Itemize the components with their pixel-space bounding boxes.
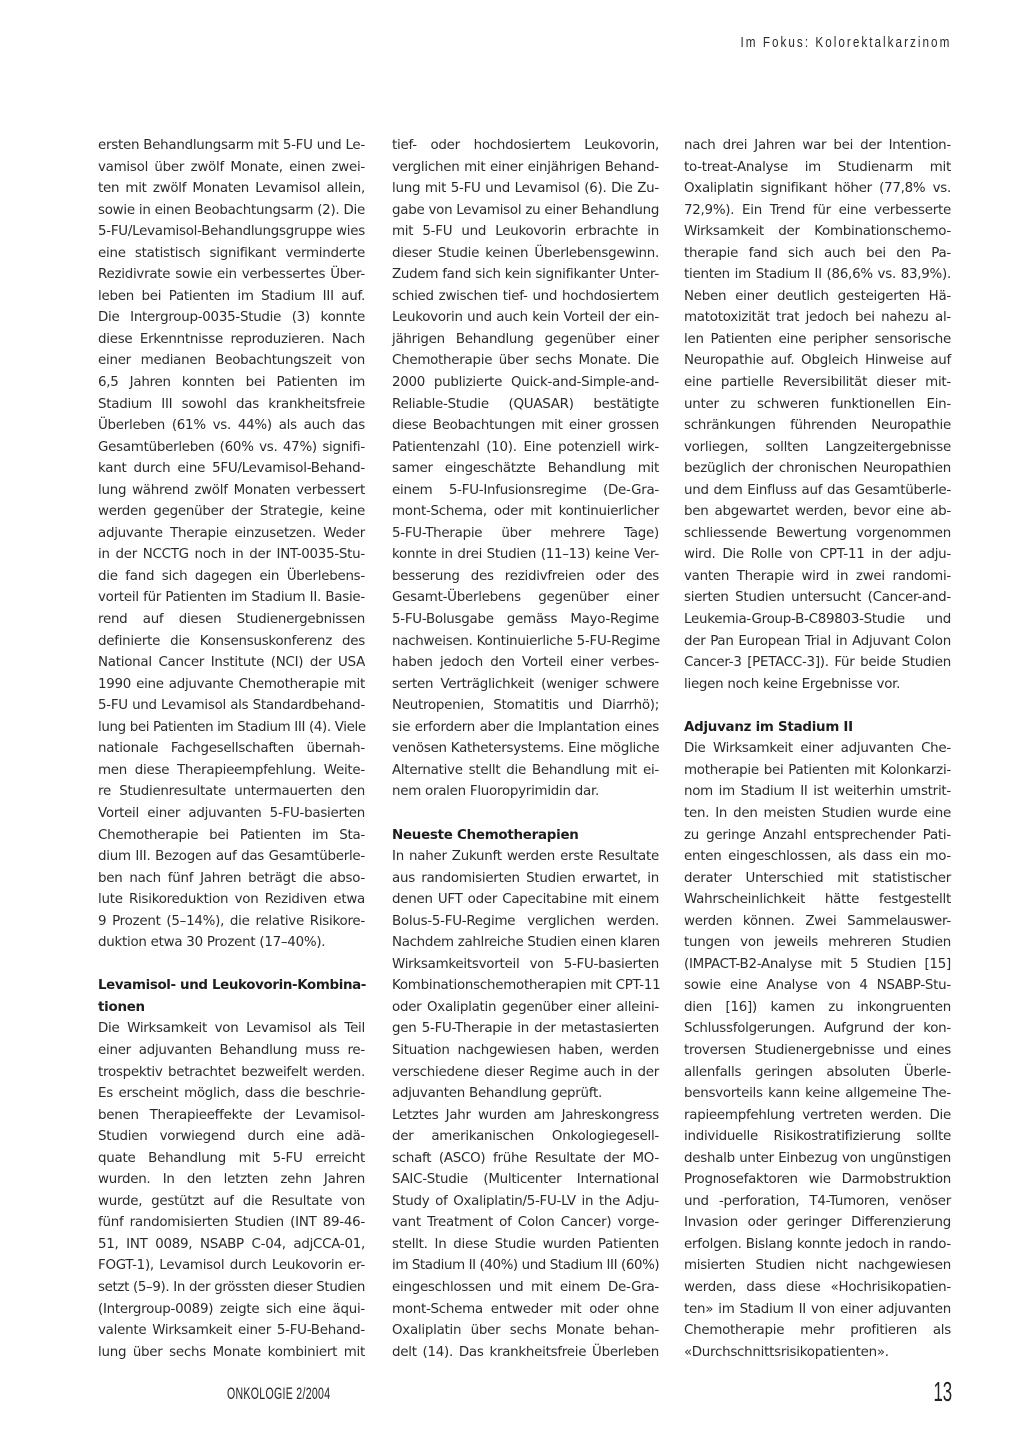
body-text-line: matotoxizität trat jedoch bei nahezu al- <box>684 310 951 326</box>
body-text-line: wird. Die Rolle von CPT-11 in der adju- <box>684 547 951 563</box>
body-text-line: werden gegenüber der Strategie, keine <box>98 504 365 520</box>
body-text-line: bensvorteils kann keine allgemeine The- <box>684 1086 951 1102</box>
body-text-line: erfolgen. Bislang konnte jedoch in rando- <box>684 1236 951 1252</box>
body-text-line: eine statistisch signifikant verminderte <box>98 245 365 261</box>
body-text-line: eingeschlossen und mit einem De-Gra- <box>392 1279 659 1295</box>
body-text-line: Es erscheint möglich, dass die beschrie- <box>98 1086 365 1102</box>
body-text-line: definierte die Konsensuskonferenz des <box>98 633 365 649</box>
body-text-line: 5-FU/Levamisol-Behandlungsgruppe wies <box>98 224 365 240</box>
body-text-line: trospektiv betrachtet bezweifelt werden. <box>98 1064 365 1080</box>
body-text-line: werden können. Zwei Sammelauswer- <box>684 913 951 929</box>
body-text-line: Invasion oder geringer Differenzierung <box>684 1215 951 1231</box>
body-text-line: Chemotherapie bei Patienten im Sta- <box>98 827 365 843</box>
body-text-line: 72,9%). Ein Trend für eine verbesserte <box>684 202 951 218</box>
body-text-line: Chemotherapie mehr profitieren als <box>684 1323 951 1339</box>
body-text-line: schränkungen führenden Neuropathie <box>684 418 951 434</box>
body-text-line: rapieempfehlung vertreten werden. Die <box>684 1107 951 1123</box>
body-text-line: to-treat-Analyse im Studienarm mit <box>684 159 951 175</box>
body-text-line: Die Intergroup-0035-Studie (3) konnte <box>98 310 365 326</box>
body-text-line: konnte in drei Studien (11–13) keine Ver- <box>392 547 659 563</box>
body-text-line: gabe von Levamisol zu einer Behandlung <box>392 202 660 218</box>
body-text-line: Chemotherapie über sechs Monate. Die <box>392 353 659 369</box>
body-text-line: delt (14). Das krankheitsfreie Überleben <box>392 1344 659 1360</box>
body-text-line: wurden. In den letzten zehn Jahren <box>98 1172 365 1188</box>
body-text-line: schliessende Bewertung vorgenommen <box>684 525 951 541</box>
body-text-line: adjuvante Therapie einzusetzen. Weder <box>98 525 365 541</box>
body-text-line: Die Wirksamkeit einer adjuvanten Che- <box>684 741 951 757</box>
body-text-line: tungen von jeweils mehreren Studien <box>684 935 951 951</box>
body-text-line: ten. In den meisten Studien wurde eine <box>684 805 951 821</box>
body-text-line: Studien vorwiegend durch eine adä- <box>98 1129 365 1145</box>
body-text-line: verschiedene dieser Regime auch in der <box>392 1064 659 1080</box>
body-text-line: Bolus-5-FU-Regime verglichen werden. <box>392 913 659 929</box>
paragraph-spacer <box>392 803 659 825</box>
body-text-line: 5-FU und Levamisol als Standardbehand- <box>98 698 365 714</box>
body-text-line: Leukovorin und auch kein Vorteil der ein- <box>392 310 659 326</box>
body-text-line: schaft (ASCO) frühe Resultate der MO- <box>392 1150 659 1166</box>
page-number: 13 <box>933 1376 952 1407</box>
body-text-line: Rezidivrate sowie ein verbessertes Über- <box>98 267 365 283</box>
body-text-line: «Durchschnittsrisikopatienten». <box>684 1344 889 1360</box>
body-text-line: Die Wirksamkeit von Levamisol als Teil <box>98 1021 365 1037</box>
body-text-line: allenfalls geringen absoluten Überle- <box>684 1064 951 1080</box>
body-text-line: adjuvanten Behandlung geprüft. <box>392 1086 603 1102</box>
body-text-line: vamisol über zwölf Monate, einen zwei- <box>98 159 365 175</box>
body-text-line: nom im Stadium II ist weiterhin umstrit- <box>684 784 951 800</box>
body-text-line: (Intergroup-0089) zeigte sich eine äqui- <box>98 1301 365 1317</box>
body-text-line: sowie eine Analyse von 4 NSABP-Stu- <box>684 978 951 994</box>
body-text-line: nem oralen Fluoropyrimidin dar. <box>392 784 600 800</box>
footer-journal-issue: ONKOLOGIE 2/2004 <box>227 1384 331 1403</box>
body-text-line: sowie in einen Beobachtungsarm (2). Die <box>98 202 365 218</box>
body-text-line: venösen Kathetersystems. Eine mögliche <box>392 741 660 757</box>
body-text-line: fünf randomisierten Studien (INT 89-46- <box>98 1215 365 1231</box>
body-text-line: der Pan European Trial in Adjuvant Colon <box>684 633 951 649</box>
body-text-line: Gesamt-Überlebens gegenüber einer <box>392 590 659 606</box>
body-text-line: lung über sechs Monate kombiniert mit <box>98 1344 365 1360</box>
body-text-line: Letztes Jahr wurden am Jahreskongress <box>392 1107 659 1123</box>
body-text-line: nachweisen. Kontinuierliche 5-FU-Regime <box>392 633 661 649</box>
body-text-line: Oxaliplatin über sechs Monate behan- <box>392 1323 659 1339</box>
body-text-line: dieser Studie keinen Überlebensgewinn. <box>392 245 659 261</box>
body-text-line: vant Treatment of Colon Cancer) vorge- <box>392 1215 659 1231</box>
body-text-line: werden, dass diese «Hochrisikopatien- <box>684 1279 951 1295</box>
body-text-line: 5-FU-Bolusgabe gemäss Mayo-Regime <box>392 612 659 628</box>
body-text-line: derater Unterschied mit statistischer <box>684 870 951 886</box>
body-text-line: Kombinationschemotherapien mit CPT-11 <box>392 978 661 994</box>
body-text-line: 2000 publizierte Quick-and-Simple-and- <box>392 375 659 391</box>
body-text-line: Neutropenien, Stomatitis und Diarrhö); <box>392 698 659 714</box>
body-text-line: und dem Einfluss auf das Gesamtüberle- <box>684 482 951 498</box>
body-text-line: besserung des rezidivfreien oder des <box>392 568 659 584</box>
body-text-line: dium III. Bezogen auf das Gesamtüberle- <box>98 849 365 865</box>
body-text-line: nach drei Jahren war bei der Intention- <box>684 138 951 153</box>
body-text-line: 51, INT 0089, NSABP C-04, adjCCA-01, <box>98 1236 365 1252</box>
body-text-line: lute Risikoreduktion von Rezidiven etwa <box>98 892 365 908</box>
body-text-line: dien [16]) kamen zu inkongruenten <box>684 999 951 1015</box>
running-header-title: Im Fokus: Kolorektalkarzinom <box>740 34 951 51</box>
body-text-line: wurde, gestützt auf die Resultate von <box>98 1193 365 1209</box>
body-text-line: Patientenzahl (10). Eine potenziell wirk- <box>392 439 659 455</box>
body-text-line: deshalb unter Einbezug von ungünstigen <box>684 1150 951 1166</box>
body-text-line: Wirksamkeit der Kombinationschemo- <box>684 224 951 240</box>
body-text-line: 5-FU-Therapie über mehrere Tage) <box>392 525 659 541</box>
body-text-line: lung während zwölf Monaten verbessert <box>98 482 365 498</box>
body-text-line: In naher Zukunft werden erste Resultate <box>392 849 659 865</box>
body-text-line: Überleben (61% vs. 44%) als auch das <box>98 418 365 434</box>
section-heading-line: Levamisol- und Leukovorin-Kombina- <box>98 978 367 994</box>
body-text-line: 1990 eine adjuvante Chemotherapie mit <box>98 676 365 692</box>
body-text-line: stellt. In diese Studie wurden Patienten <box>392 1236 659 1252</box>
body-text-line: einer adjuvanten Behandlung muss re- <box>98 1042 365 1058</box>
paragraph-spacer <box>684 695 951 717</box>
body-text-line: diese Erkenntnisse reproduzieren. Nach <box>98 331 365 347</box>
body-text-line: kant durch eine 5FU/Levamisol-Behand- <box>98 461 365 477</box>
body-text-line: die fand sich dagegen ein Überlebens- <box>98 568 365 584</box>
body-text-line: troversen Studienergebnisse und eines <box>684 1042 951 1058</box>
body-text-line: (IMPACT-B2-Analyse mit 5 Studien [15] <box>684 956 951 972</box>
body-text-line: sie erfordern aber die Implantation eines <box>392 719 659 735</box>
body-text-line: serten Verträglichkeit (weniger schwere <box>392 676 659 692</box>
body-text-line: men diese Therapieempfehlung. Weite- <box>98 762 365 778</box>
body-text-line: Alternative stellt die Behandlung mit ei- <box>392 762 659 778</box>
body-text-line: einer medianen Beobachtungszeit von <box>98 353 365 369</box>
body-text-line: Gesamtüberleben (60% vs. 47%) signifi- <box>98 439 365 455</box>
body-text-line: Reliable-Studie (QUASAR) bestätigte <box>392 396 659 412</box>
body-text-line: 6,5 Jahren konnten bei Patienten im <box>98 375 365 391</box>
body-text-line: leben bei Patienten im Stadium III auf. <box>98 288 365 304</box>
body-text-line: individuelle Risikostratifizierung sollte <box>684 1129 951 1145</box>
body-text-line: lung mit 5-FU und Levamisol (6). Die Zu- <box>392 181 659 197</box>
body-text-line: Stadium III sowohl das krankheitsfreie <box>98 396 365 412</box>
body-text-line: 9 Prozent (5–14%), die relative Risikore- <box>98 913 365 929</box>
text-column-1 <box>98 135 365 1363</box>
body-text-line: enten eingeschlossen, als dass ein mo- <box>684 849 951 865</box>
text-column-3 <box>684 135 951 1363</box>
section-heading-line: Adjuvanz im Stadium II <box>684 719 853 735</box>
body-text-line: len Patienten eine peripher sensorische <box>684 331 951 347</box>
body-text-line: im Stadium II (40%) und Stadium III (60%) <box>392 1258 660 1274</box>
body-text-line: gen 5-FU-Therapie in der metastasierten <box>392 1021 659 1037</box>
body-text-line: tief- oder hochdosiertem Leukovorin, <box>392 138 659 153</box>
section-heading-line: tionen <box>98 999 145 1015</box>
body-text-line: Prognosefaktoren wie Darmobstruktion <box>684 1172 951 1188</box>
body-text-line: Cancer-3 [PETACC-3]). Für beide Studien <box>684 655 951 671</box>
body-text-line: re Studienresultate untermauerten den <box>98 784 365 800</box>
body-text-line: ten mit zwölf Monaten Levamisol allein, <box>98 181 365 197</box>
body-text-line: diese Beobachtungen mit einer grossen <box>392 418 659 434</box>
text-column-2 <box>392 135 659 1363</box>
body-text-line: SAIC-Studie (Multicenter International <box>392 1172 659 1188</box>
body-text-line: einem 5-FU-Infusionsregime (De-Gra- <box>392 482 659 498</box>
body-text-line: schied zwischen tief- und hochdosiertem <box>392 288 659 304</box>
body-text-line: Zudem fand sich kein signifikanter Unter- <box>392 267 659 283</box>
body-text-line: misierten Studien nicht nachgewiesen <box>684 1258 951 1274</box>
body-text-line: aus randomisierten Studien erwartet, in <box>392 870 659 886</box>
body-text-line: denen UFT oder Capecitabine mit einem <box>392 892 659 908</box>
body-text-line: FOGT-1), Levamisol durch Leukovorin er- <box>98 1258 365 1274</box>
body-text-line: tienten im Stadium II (86,6% vs. 83,9%). <box>684 267 951 283</box>
body-text-line: Neuropathie auf. Obgleich Hinweise auf <box>684 353 951 369</box>
body-text-line: samer eingeschätzte Behandlung mit <box>392 461 659 477</box>
body-text-line: ten» im Stadium II von einer adjuvanten <box>684 1301 951 1317</box>
body-text-line: National Cancer Institute (NCI) der USA <box>98 655 365 671</box>
body-text-line: haben jedoch den Vorteil einer verbes- <box>392 655 659 671</box>
body-text-line: Wahrscheinlichkeit hätte festgestellt <box>684 892 951 908</box>
body-text-line: oder Oxaliplatin gegenüber einer alleini- <box>392 999 659 1015</box>
body-text-line: valente Wirksamkeit einer 5-FU-Behand- <box>98 1323 365 1339</box>
body-text-line: bezüglich der chronischen Neuropathien <box>684 461 951 477</box>
body-text-line: vorliegen, sollten Langzeitergebnisse <box>684 439 951 455</box>
body-text-line: lung bei Patienten im Stadium III (4). Viele <box>98 719 366 735</box>
body-text-line: duktion etwa 30 Prozent (17–40%). <box>98 935 326 951</box>
body-text-line: unter zu schweren funktionellen Ein- <box>684 396 951 412</box>
body-text-line: Schlussfolgerungen. Aufgrund der kon- <box>684 1021 951 1037</box>
body-text-line: mit 5-FU und Leukovorin erbrachte in <box>392 224 659 240</box>
body-text-line: der amerikanischen Onkologiegesell- <box>392 1129 659 1145</box>
body-text-line: Neben einer deutlich gesteigerten Hä- <box>684 288 951 304</box>
body-text-line: quate Behandlung mit 5-FU erreicht <box>98 1150 365 1166</box>
body-text-line: Wirksamkeitsvorteil von 5-FU-basierten <box>392 956 659 972</box>
body-text-line: in der NCCTG noch in der INT-0035-Stu- <box>98 547 365 563</box>
body-text-line: ben abgewartet werden, bevor eine ab- <box>684 504 951 520</box>
body-text-line: jährigen Behandlung gegenüber einer <box>392 331 659 347</box>
body-text-line: vorteil für Patienten im Stadium II. Basie- <box>98 590 365 606</box>
section-heading-line: Neueste Chemotherapien <box>392 827 579 843</box>
body-text-line: verglichen mit einer einjährigen Behand- <box>392 159 659 175</box>
body-text-line: vanten Therapie wird in zwei randomi- <box>684 568 951 584</box>
body-text-line: Situation nachgewiesen haben, werden <box>392 1042 659 1058</box>
body-text-line: zu geringe Anzahl entsprechender Pati- <box>684 827 951 843</box>
body-text-line: therapie fand sich auch bei den Pa- <box>684 245 951 261</box>
body-text-line: und -perforation, T4-Tumoren, venöser <box>684 1193 951 1209</box>
body-text-line: mont-Schema entweder mit oder ohne <box>392 1301 659 1317</box>
body-text-line: setzt (5–9). In der grössten dieser Studien <box>98 1279 365 1295</box>
body-text-line: sierten Studien untersucht (Cancer-and- <box>684 590 951 606</box>
paragraph-spacer <box>98 954 365 976</box>
body-text-line: benen Therapieeffekte der Levamisol- <box>98 1107 365 1123</box>
body-text-line: ben nach fünf Jahren beträgt die abso- <box>98 870 365 886</box>
body-text-line: ersten Behandlungsarm mit 5-FU und Le- <box>98 138 365 153</box>
body-text-line: nationale Fachgesellschaften übernah- <box>98 741 365 757</box>
body-text-line: motherapie bei Patienten mit Kolonkarzi- <box>684 762 951 778</box>
body-text-line: Nachdem zahlreiche Studien einen klaren <box>392 935 660 951</box>
body-text-line: Vorteil einer adjuvanten 5-FU-basierten <box>98 805 365 821</box>
body-text-line: liegen noch keine Ergebnisse vor. <box>684 676 901 692</box>
body-text-line: eine partielle Reversibilität dieser mit- <box>684 375 951 391</box>
body-text-line: rend auf diesen Studienergebnissen <box>98 612 365 628</box>
body-text-line: Oxaliplatin signifikant höher (77,8% vs. <box>684 181 951 197</box>
body-text-line: Leukemia-Group-B-C89803-Studie und <box>684 612 951 628</box>
body-text-line: Study of Oxaliplatin/5-FU-LV in the Adju- <box>392 1193 659 1209</box>
body-text-line: mont-Schema, oder mit kontinuierlicher <box>392 504 659 520</box>
